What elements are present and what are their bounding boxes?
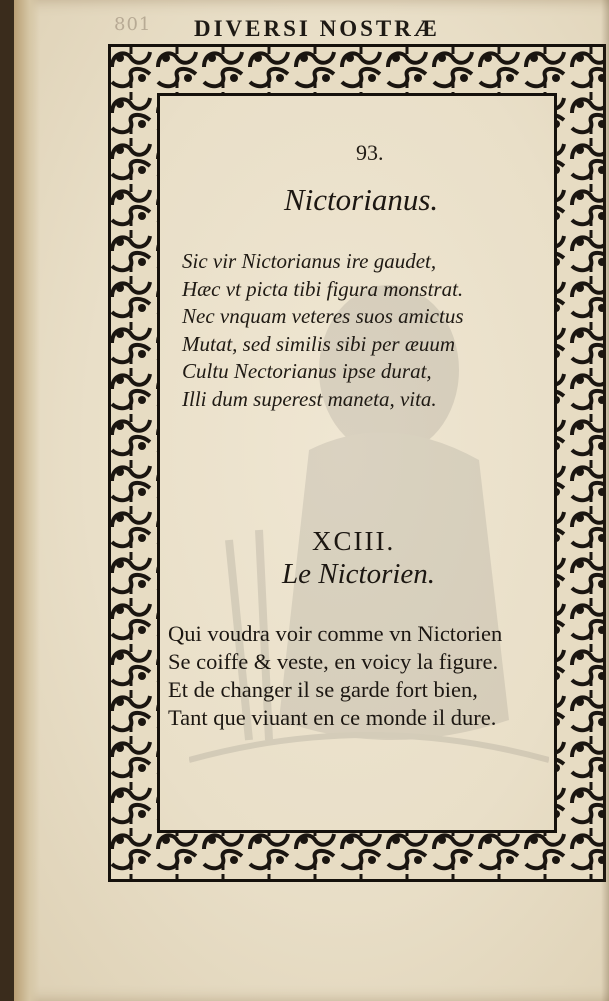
latin-line: Mutat, sed similis sibi per æuum [182, 331, 456, 356]
emblem-content [164, 100, 554, 830]
latin-line: Nec vnquam veteres suos amictus [182, 304, 464, 328]
page-gutter [14, 0, 40, 1001]
latin-line: Cultu Nectorianus ipse durat, [182, 359, 432, 383]
page-edge-shadow [601, 0, 609, 1001]
page-number: 93. [356, 140, 384, 165]
french-line: Tant que viuant en ce monde il dure. [168, 705, 497, 730]
latin-title: Nictorianus. [284, 182, 439, 217]
latin-line: Hæc vt picta tibi figura monstrat. [182, 276, 464, 301]
book-page [14, 0, 609, 1001]
running-head: DIVERSI NOSTRÆ [194, 16, 440, 41]
french-line: Se coiffe & veste, en voicy la figure. [168, 649, 499, 674]
french-poem [168, 620, 502, 732]
french-line: Qui voudra voir comme vn Nictorien [168, 621, 503, 646]
latin-line: Illi dum superest maneta, vita. [182, 386, 437, 411]
library-stamp: 801 [114, 14, 152, 35]
latin-line: Sic vir Nictorianus ire gaudet, [182, 249, 437, 273]
french-title: Le Nictorien. [282, 558, 436, 590]
latin-poem [182, 248, 464, 413]
emblem-number: XCIII. [312, 526, 396, 556]
french-line: Et de changer il se garde fort bien, [168, 677, 478, 702]
